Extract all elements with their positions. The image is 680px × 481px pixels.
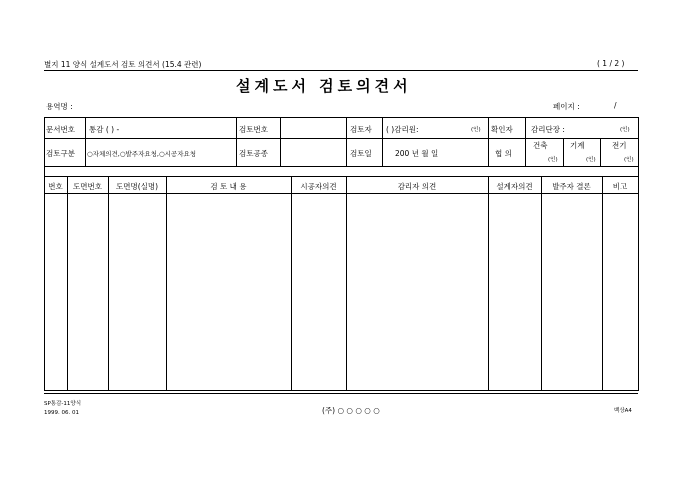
col-sep-6 — [488, 176, 489, 390]
row1-bottom-line — [44, 138, 638, 139]
table-header-bottom-line — [44, 193, 638, 194]
form-reference: 별지 11 양식 설계도서 검토 의견서 (15.4 관련) — [44, 60, 202, 69]
frame-right — [638, 117, 639, 391]
review-date-label: 검토일 — [350, 149, 372, 158]
discipline-sep-2 — [600, 138, 601, 166]
reviewer-value: ( )감리원: — [386, 125, 419, 134]
review-type-label: 검토구분 — [46, 149, 75, 158]
table-bottom-line — [44, 390, 638, 391]
col-sep-8 — [602, 176, 603, 390]
col-header-drawing-name: 도면명(실명) — [115, 182, 159, 191]
col-header-drawing-number: 도면번호 — [73, 182, 102, 191]
discipline-sep-1 — [563, 138, 564, 166]
rows-sep-5 — [382, 117, 383, 166]
supervisor-value: 감리단장 : — [531, 125, 565, 134]
col-header-review-content: 검 토 내 용 — [210, 182, 247, 191]
review-number-label: 검토번호 — [239, 125, 268, 134]
rows-sep-4 — [346, 117, 347, 166]
confirmer-label: 확인자 — [491, 125, 513, 134]
col-sep-5 — [346, 176, 347, 390]
col-sep-2 — [108, 176, 109, 390]
rows-sep-1 — [85, 117, 86, 166]
page-counter: ( 1 / 2 ) — [597, 59, 625, 68]
rows-sep-6 — [488, 117, 489, 166]
doc-number-value: 통감 ( ) - — [89, 125, 120, 134]
page-label: 페이지 : — [553, 102, 580, 111]
col-header-designer-opinion: 설계자의견 — [496, 182, 533, 191]
table-bottom-double-line — [44, 393, 638, 394]
col-sep-3 — [166, 176, 167, 390]
review-date-value: 200 년 월 일 — [395, 149, 439, 158]
rows-sep-2 — [236, 117, 237, 166]
col-sep-7 — [541, 176, 542, 390]
spacer-bottom-line — [44, 176, 638, 177]
reviewer-label: 검토자 — [350, 125, 372, 134]
col-sep-1 — [67, 176, 68, 390]
footer-date: 1999. 06. 01 — [44, 410, 79, 416]
page-slash: / — [614, 101, 617, 110]
discipline-mechanical: 기계 — [570, 141, 585, 150]
reviewer-seal: (인) — [471, 127, 481, 133]
col-header-number: 번호 — [48, 182, 63, 191]
rows-sep-7 — [525, 117, 526, 166]
review-type-options: ○자체의견,○발주자요청,○시공자요청 — [87, 150, 197, 158]
footer-form-code: SP통감-11양식 — [44, 401, 82, 407]
col-header-remarks: 비고 — [612, 182, 628, 191]
supervisor-seal: (인) — [620, 127, 630, 133]
footer-paper: 백상A4 — [614, 408, 632, 414]
col-header-supervisor-opinion: 감리자 의견 — [397, 182, 437, 191]
footer-company: (주) ○ ○ ○ ○ ○ — [322, 406, 380, 415]
frame-left — [44, 117, 45, 391]
discipline-architecture: 건축 — [533, 141, 548, 150]
review-work-label: 검토공종 — [239, 149, 268, 158]
row2-bottom-line — [44, 166, 638, 167]
top-border — [44, 70, 638, 71]
col-header-client-conclusion: 발주자 결론 — [552, 182, 591, 191]
form-title: 설계도서 검토의견서 — [236, 77, 412, 95]
rows-sep-3 — [280, 117, 281, 166]
discipline-electrical-seal: (인) — [624, 157, 634, 163]
col-header-contractor-opinion: 시공자의견 — [300, 182, 337, 191]
discipline-architecture-seal: (인) — [548, 157, 558, 163]
doc-number-label: 문서번호 — [46, 125, 75, 134]
cooperation-label: 협 의 — [495, 149, 512, 158]
col-sep-4 — [291, 176, 292, 390]
row1-top-line — [44, 117, 638, 118]
discipline-electrical: 전기 — [612, 141, 627, 150]
discipline-mechanical-seal: (인) — [586, 157, 596, 163]
project-name-label: 용역명 : — [46, 102, 73, 111]
